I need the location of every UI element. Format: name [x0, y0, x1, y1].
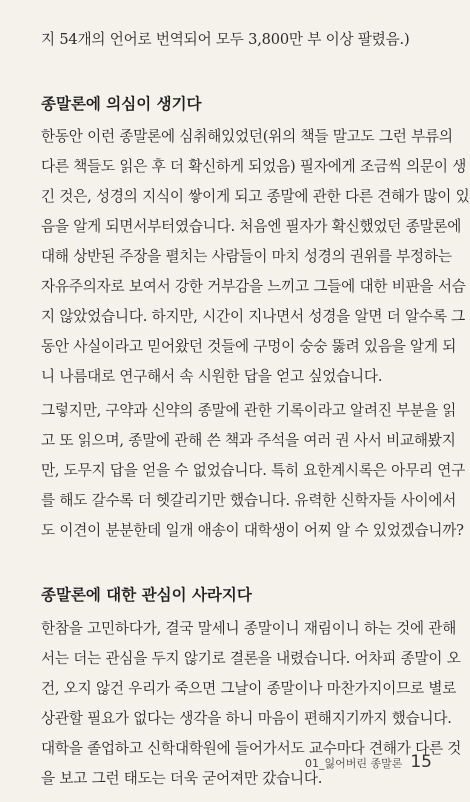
paragraph-line: 상관할 필요가 없다는 생각을 하니 마음이 편해지기까지 했습니다.: [41, 710, 452, 727]
paragraph-line: 니 나름대로 연구해서 속 시원한 답을 얻고 싶었습니다.: [41, 368, 383, 385]
page-number: 15: [410, 752, 432, 772]
paragraph-line: 도 이견이 분분한데 일개 애송이 대학생이 어찌 알 수 있었겠습니까?: [41, 522, 464, 539]
section-heading-1: 종말론에 의심이 생기다: [41, 95, 202, 113]
paragraph-line: 그렇지만, 구약과 신약의 종말에 관한 기록이라고 알려진 부분을 읽: [41, 402, 457, 419]
paragraph-line: 음을 알게 되면서부터였습니다. 처음엔 필자가 확신했었던 종말론에: [41, 218, 462, 235]
paragraph-line: 한참을 고민하다가, 결국 말세니 종말이니 재림이니 하는 것에 관해: [41, 620, 457, 637]
paragraph-line: 를 해도 갈수록 더 헷갈리기만 했습니다. 유력한 신학자들 사이에서: [41, 492, 457, 509]
paragraph-line: 대학을 졸업하고 신학대학원에 들어가서도 교수마다 견해가 다른 것: [41, 740, 462, 757]
paragraph-line: 다른 책들도 읽은 후 더 확신하게 되었음) 필자에게 조금씩 의문이 생: [41, 158, 467, 175]
running-head: 01_잃어버린 종말론: [304, 757, 403, 770]
paragraph-line: 을 보고 그런 태도는 더욱 굳어져만 갔습니다.: [41, 770, 323, 787]
page-footer: [305, 752, 432, 772]
intro-line: 지 54개의 언어로 번역되어 모두 3,800만 부 이상 팔렸음.): [41, 31, 410, 48]
paragraph-line: 동안 사실이라고 믿어왔던 것들에 구멍이 숭숭 뚫려 있음을 알게 되: [41, 338, 457, 355]
paragraph-line: 건, 오지 않건 우리가 죽으면 그날이 종말이나 마찬가지이므로 별로: [41, 680, 457, 697]
paragraph-line: 만, 도무지 답을 얻을 수 없었습니다. 특히 요한계시록은 아무리 연구: [41, 462, 466, 479]
paragraph-line: 지 않았었습니다. 하지만, 시간이 지나면서 성경을 알면 더 알수록 그: [41, 308, 466, 325]
paragraph-line: 대해 상반된 주장을 펼치는 사람들이 마치 성경의 권위를 부정하는: [41, 248, 452, 265]
paragraph-line: 고 또 읽으며, 종말에 관해 쓴 책과 주석을 여러 권 사서 비교해봤지: [41, 432, 456, 449]
paragraph-line: 한동안 이런 종말론에 심취해있었던(위의 책들 말고도 그런 부류의: [41, 128, 453, 145]
paragraph-line: 자유주의자로 보여서 강한 거부감을 느끼고 그들에 대한 비판을 서슴: [41, 278, 466, 295]
paragraph-line: 긴 것은, 성경의 지식이 쌓이게 되고 종말에 관한 다른 견해가 많이 있: [41, 188, 470, 205]
paragraph-line: 서는 더는 관심을 두지 않기로 결론을 내렸습니다. 어차피 종말이 오: [41, 650, 461, 667]
section-heading-2: 종말론에 대한 관심이 사라지다: [41, 586, 252, 604]
